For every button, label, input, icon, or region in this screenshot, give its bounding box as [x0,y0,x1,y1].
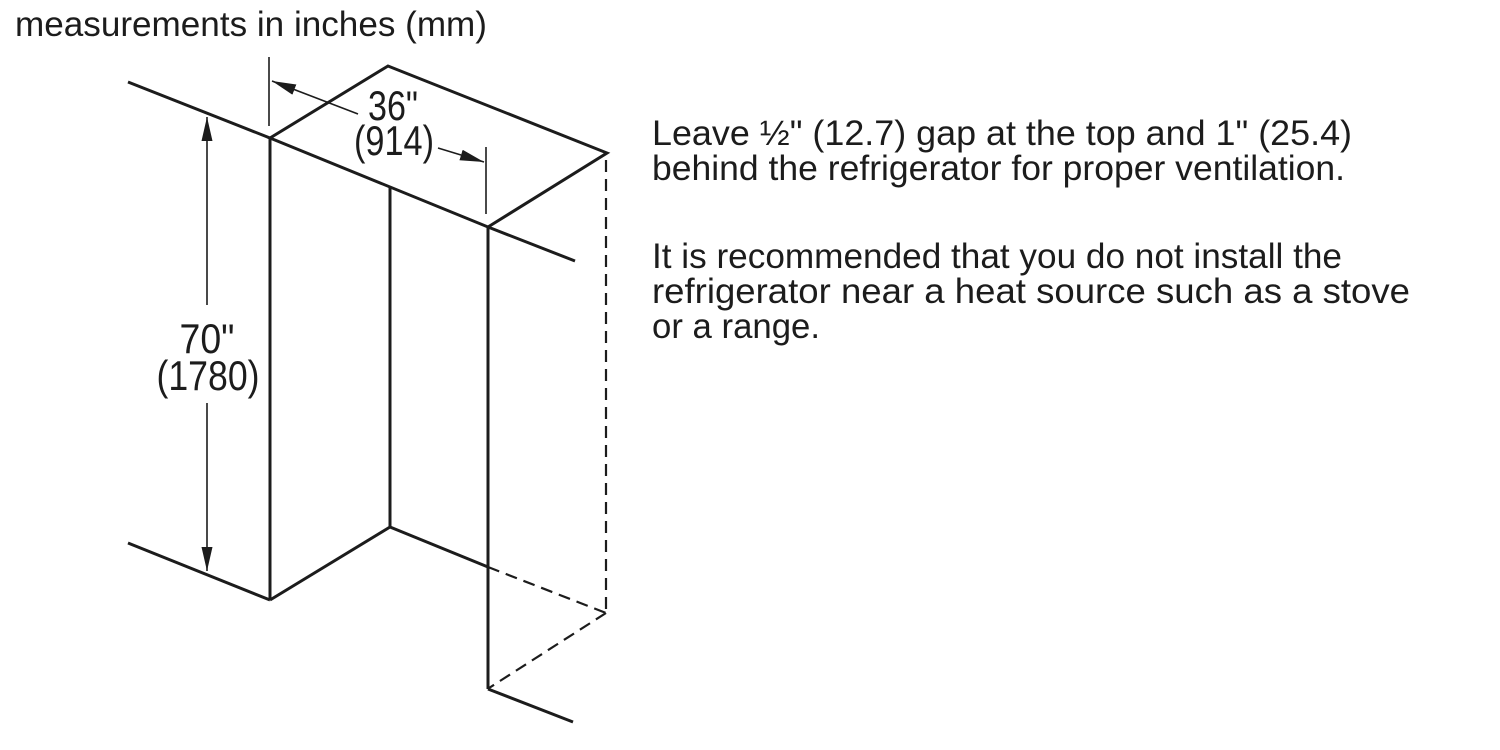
niche-floor-left-edge [270,527,390,600]
right-wall-bottom-edge [488,689,573,722]
width-dimension-line-right [438,148,484,162]
width-dimension-mm-label: (914) [354,117,434,164]
width-dimension-inches-label: 36" [368,82,418,129]
height-dimension-inches-label: 70" [179,315,235,362]
niche-floor-right-edge-hidden [489,613,606,688]
right-wall-top-edge [488,227,575,261]
heat-source-note [652,237,1410,346]
left-wall-bottom-edge [128,543,270,600]
page-title: measurements in inches (mm) [15,5,487,44]
niche-floor-back-edge-hidden [488,567,606,613]
heat-source-note-line-3: or a range. [652,307,820,346]
niche-top-face [270,66,607,227]
heat-source-note-line-2: refrigerator near a heat source such as a stove [652,272,1410,311]
ventilation-note [652,114,1352,188]
ventilation-note-line-2: behind the refrigerator for proper ventilation. [652,149,1345,188]
left-wall-top-edge [128,82,270,138]
niche-floor-back-edge [390,527,488,567]
ventilation-note-line-1: Leave ½" (12.7) gap at the top and 1" (25.4) [652,114,1352,153]
heat-source-note-line-1: It is recommended that you do not install the [652,237,1342,276]
height-dimension-mm-label: (1780) [156,352,260,399]
